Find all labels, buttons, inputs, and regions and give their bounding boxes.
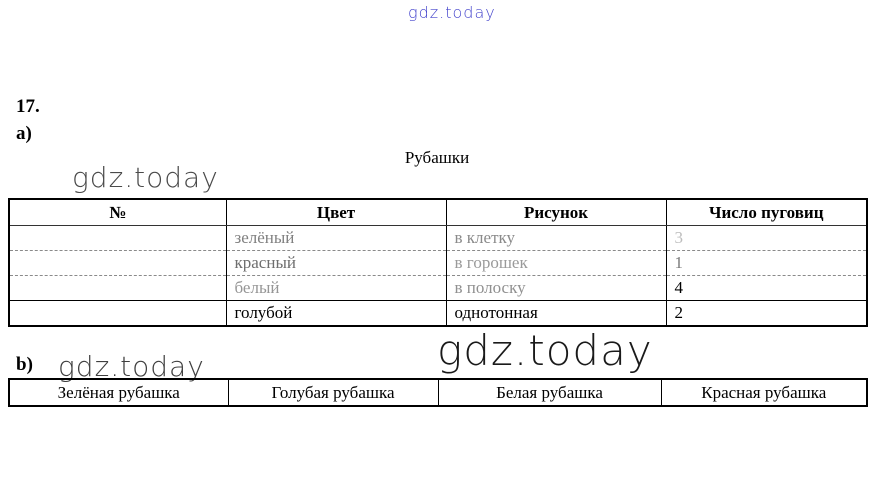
cell-num <box>9 301 226 327</box>
cell-pattern: в горошек <box>446 251 666 276</box>
cell-pattern: в полоску <box>446 276 666 301</box>
table-row <box>9 251 867 276</box>
watermark-large: gdz.today <box>437 326 653 375</box>
cell-color: зелёный <box>226 226 446 251</box>
cell-green-shirt: Зелёная рубашка <box>9 379 228 406</box>
part-b-label: b) <box>16 354 33 375</box>
cell-num <box>9 276 226 301</box>
header-buttons: Число пуговиц <box>666 199 867 226</box>
problem-number: 17. <box>16 96 40 117</box>
watermark-bottom-left: gdz.today <box>58 350 205 383</box>
cell-color: белый <box>226 276 446 301</box>
table-row <box>9 226 867 251</box>
cell-red-shirt: Красная рубашка <box>661 379 867 406</box>
header-color: Цвет <box>226 199 446 226</box>
cell-num <box>9 226 226 251</box>
cell-blue-shirt: Голубая рубашка <box>228 379 438 406</box>
cell-white-shirt: Белая рубашка <box>438 379 661 406</box>
table-row <box>9 301 867 327</box>
cell-color: красный <box>226 251 446 276</box>
cell-buttons: 4 <box>666 276 867 301</box>
cell-buttons: 3 <box>666 226 867 251</box>
watermark-top: gdz.today <box>408 3 496 22</box>
header-number: № <box>9 199 226 226</box>
cell-buttons: 1 <box>666 251 867 276</box>
cell-color: голубой <box>226 301 446 327</box>
shirts-answer-table <box>8 378 868 407</box>
cell-buttons: 2 <box>666 301 867 327</box>
answer-row <box>9 379 867 406</box>
part-a-label: a) <box>16 123 32 144</box>
watermark-middle: gdz.today <box>72 161 219 194</box>
table-row <box>9 276 867 301</box>
header-pattern: Рисунок <box>446 199 666 226</box>
shirts-table-header-row <box>9 199 867 226</box>
shirts-table <box>8 198 868 327</box>
cell-num <box>9 251 226 276</box>
table-a-title: Рубашки <box>404 148 470 167</box>
cell-pattern: в клетку <box>446 226 666 251</box>
cell-pattern: однотонная <box>446 301 666 327</box>
